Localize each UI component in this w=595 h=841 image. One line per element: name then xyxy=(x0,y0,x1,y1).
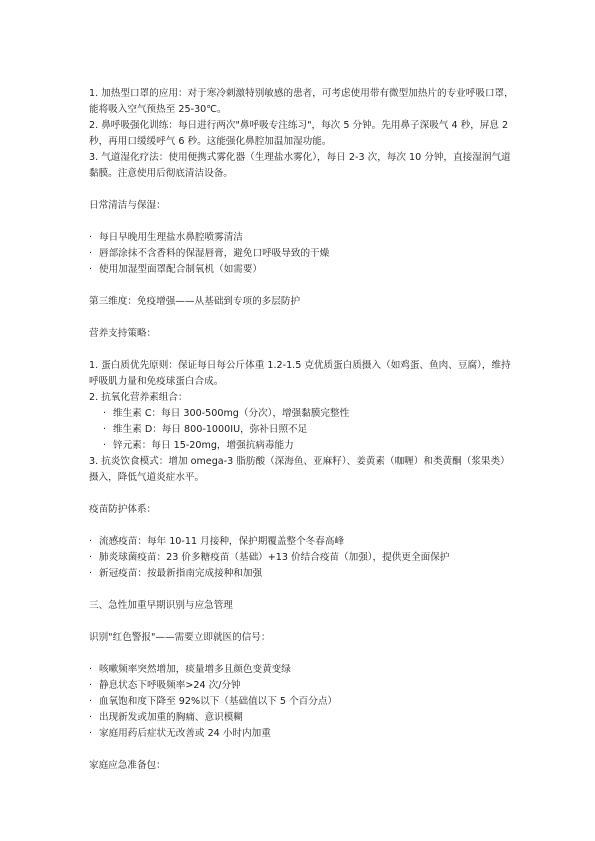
nutrition-heading: 营养支持策略： xyxy=(89,328,157,339)
emergency-kit-heading: 家庭应急准备包： xyxy=(89,760,166,771)
list-item: · 静息状态下呼吸频率>24 次/分钟 xyxy=(89,678,519,694)
list-item: · 维生素 C：每日 300-500mg（分次），增强黏膜完整性 xyxy=(103,406,519,422)
bullet-dot-icon: · xyxy=(89,264,93,275)
bullet-dot-icon: · xyxy=(103,424,107,435)
list-item: · 维生素 D：每日 800-1000IU，弥补日照不足 xyxy=(103,422,519,438)
nutrition-item-2: 2. 抗氧化营养素组合： xyxy=(89,392,188,403)
list-item: · 肺炎球菌疫苗：23 价多糖疫苗（基础）+13 价结合疫苗（加强），提供更全面保护 xyxy=(89,550,519,566)
list-item: · 新冠疫苗：按最新指南完成接种和加强 xyxy=(89,566,519,582)
daily-care-list xyxy=(89,230,519,278)
vaccine-heading: 疫苗防护体系： xyxy=(89,504,157,515)
respiratory-item-1: 1. 加热型口罩的应用：对于寒冷刺激特别敏感的患者，可考虑使用带有微型加热片的专业呼吸口罩，能将吸入空气预热至 25-30℃。 xyxy=(89,88,514,115)
document-page xyxy=(89,86,519,774)
daily-care-heading: 日常清洁与保湿： xyxy=(89,200,166,211)
red-alert-list xyxy=(89,662,519,742)
list-item: · 使用加湿型面罩配合制氧机（如需要） xyxy=(89,262,519,278)
bullet-dot-icon: · xyxy=(89,536,93,547)
list-item: · 锌元素：每日 15-20mg，增强抗病毒能力 xyxy=(103,438,519,454)
bullet-dot-icon: · xyxy=(89,712,93,723)
nutrient-sub-list xyxy=(89,406,519,454)
respiratory-item-2: 2. 鼻呼吸强化训练：每日进行两次"鼻呼吸专注练习"，每次 5 分钟。先用鼻子深吸气 4 秒，屏息 2 秒，再用口缓缓呼气 6 秒。这能强化鼻腔加温加湿功能。 xyxy=(89,120,509,147)
red-alert-heading: 识别"红色警报"——需要立即就医的信号： xyxy=(89,632,271,643)
bullet-dot-icon: · xyxy=(103,408,107,419)
bullet-dot-icon: · xyxy=(89,248,93,259)
bullet-dot-icon: · xyxy=(89,552,93,563)
vaccine-list xyxy=(89,534,519,582)
list-item: · 血氧饱和度下降至 92%以下（基础值以下 5 个百分点） xyxy=(89,694,519,710)
bullet-dot-icon: · xyxy=(89,232,93,243)
bullet-dot-icon: · xyxy=(89,680,93,691)
list-item: · 出现新发或加重的胸痛、意识模糊 xyxy=(89,710,519,726)
third-dimension-heading: 第三维度：免疫增强——从基础到专项的多层防护 xyxy=(89,296,301,307)
list-item: · 家庭用药后症状无改善或 24 小时内加重 xyxy=(89,726,519,742)
bullet-dot-icon: · xyxy=(89,568,93,579)
bullet-dot-icon: · xyxy=(103,440,107,451)
section-three-heading: 三、急性加重早期识别与应急管理 xyxy=(89,600,233,611)
nutrition-item-3: 3. 抗炎饮食模式：增加 omega-3 脂肪酸（深海鱼、亚麻籽）、姜黄素（咖喱）和类黄酮（浆果类）摄入，降低气道炎症水平。 xyxy=(89,456,510,483)
respiratory-item-3: 3. 气道湿化疗法：使用便携式雾化器（生理盐水雾化），每日 2-3 次，每次 10 分钟，直接湿润气道黏膜。注意使用后彻底清洁设备。 xyxy=(89,152,511,179)
list-item: · 咳嗽频率突然增加，痰量增多且颜色变黄变绿 xyxy=(89,662,519,678)
list-item: · 流感疫苗：每年 10-11 月接种，保护期覆盖整个冬春高峰 xyxy=(89,534,519,550)
list-item: · 唇部涂抹不含香料的保湿唇膏，避免口呼吸导致的干燥 xyxy=(89,246,519,262)
bullet-dot-icon: · xyxy=(89,696,93,707)
list-item: · 每日早晚用生理盐水鼻腔喷雾清洁 xyxy=(89,230,519,246)
bullet-dot-icon: · xyxy=(89,664,93,675)
nutrition-item-1: 1. 蛋白质优先原则：保证每日每公斤体重 1.2-1.5 克优质蛋白质摄入（如鸡蛋、鱼肉、豆腐），维持呼吸肌力量和免疫球蛋白合成。 xyxy=(89,360,511,387)
bullet-dot-icon: · xyxy=(89,728,93,739)
